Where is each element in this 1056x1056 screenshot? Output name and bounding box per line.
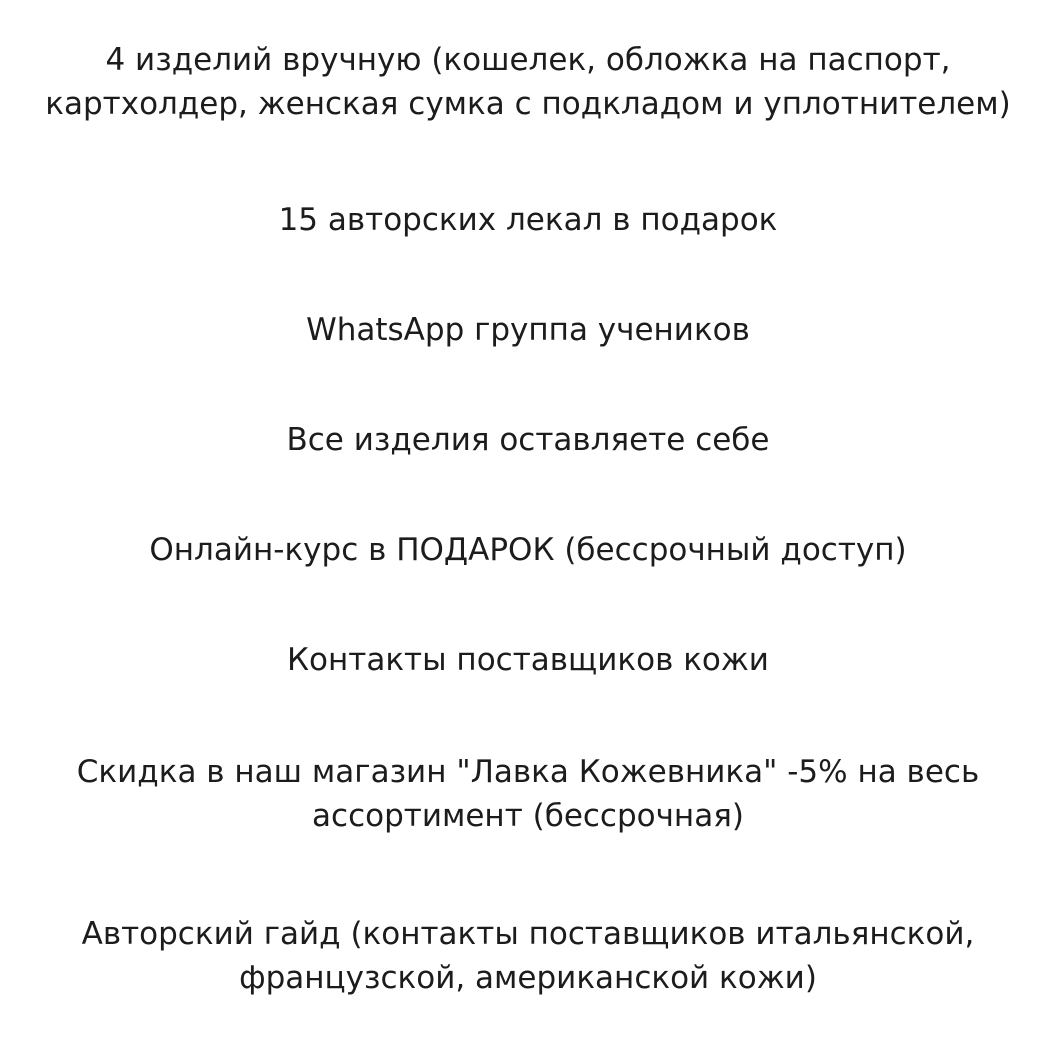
benefit-item-patterns — [0, 198, 1056, 242]
benefit-text-line: WhatsApp группа учеников — [306, 312, 750, 348]
benefit-text-line: Все изделия оставляете себе — [286, 422, 770, 458]
benefit-item-store-discount — [0, 750, 1056, 838]
benefit-item-online-course — [0, 528, 1056, 572]
benefit-text-line: Контакты поставщиков кожи — [287, 642, 769, 678]
benefit-text-line: Онлайн-курс в ПОДАРОК (бессрочный доступ) — [149, 532, 907, 568]
benefit-text-line: ассортимент (бессрочная) — [312, 798, 744, 834]
benefit-text-line: 4 изделий вручную (кошелек, обложка на паспорт, — [105, 42, 951, 78]
benefit-item-products — [0, 38, 1056, 126]
benefit-text-line: Авторский гайд (контакты поставщиков итальянской, — [81, 916, 975, 952]
benefit-item-whatsapp — [0, 308, 1056, 352]
benefit-item-guide — [0, 912, 1056, 1000]
benefit-text-line: 15 авторских лекал в подарок — [278, 202, 778, 238]
benefit-text-line: Скидка в наш магазин "Лавка Кожевника" -5% на весь — [76, 754, 980, 790]
benefit-item-suppliers — [0, 638, 1056, 682]
benefit-item-keep-products — [0, 418, 1056, 462]
benefit-text-line: французской, американской кожи) — [239, 960, 817, 996]
benefit-text-line: картхолдер, женская сумка с подкладом и уплотнителем) — [45, 86, 1011, 122]
